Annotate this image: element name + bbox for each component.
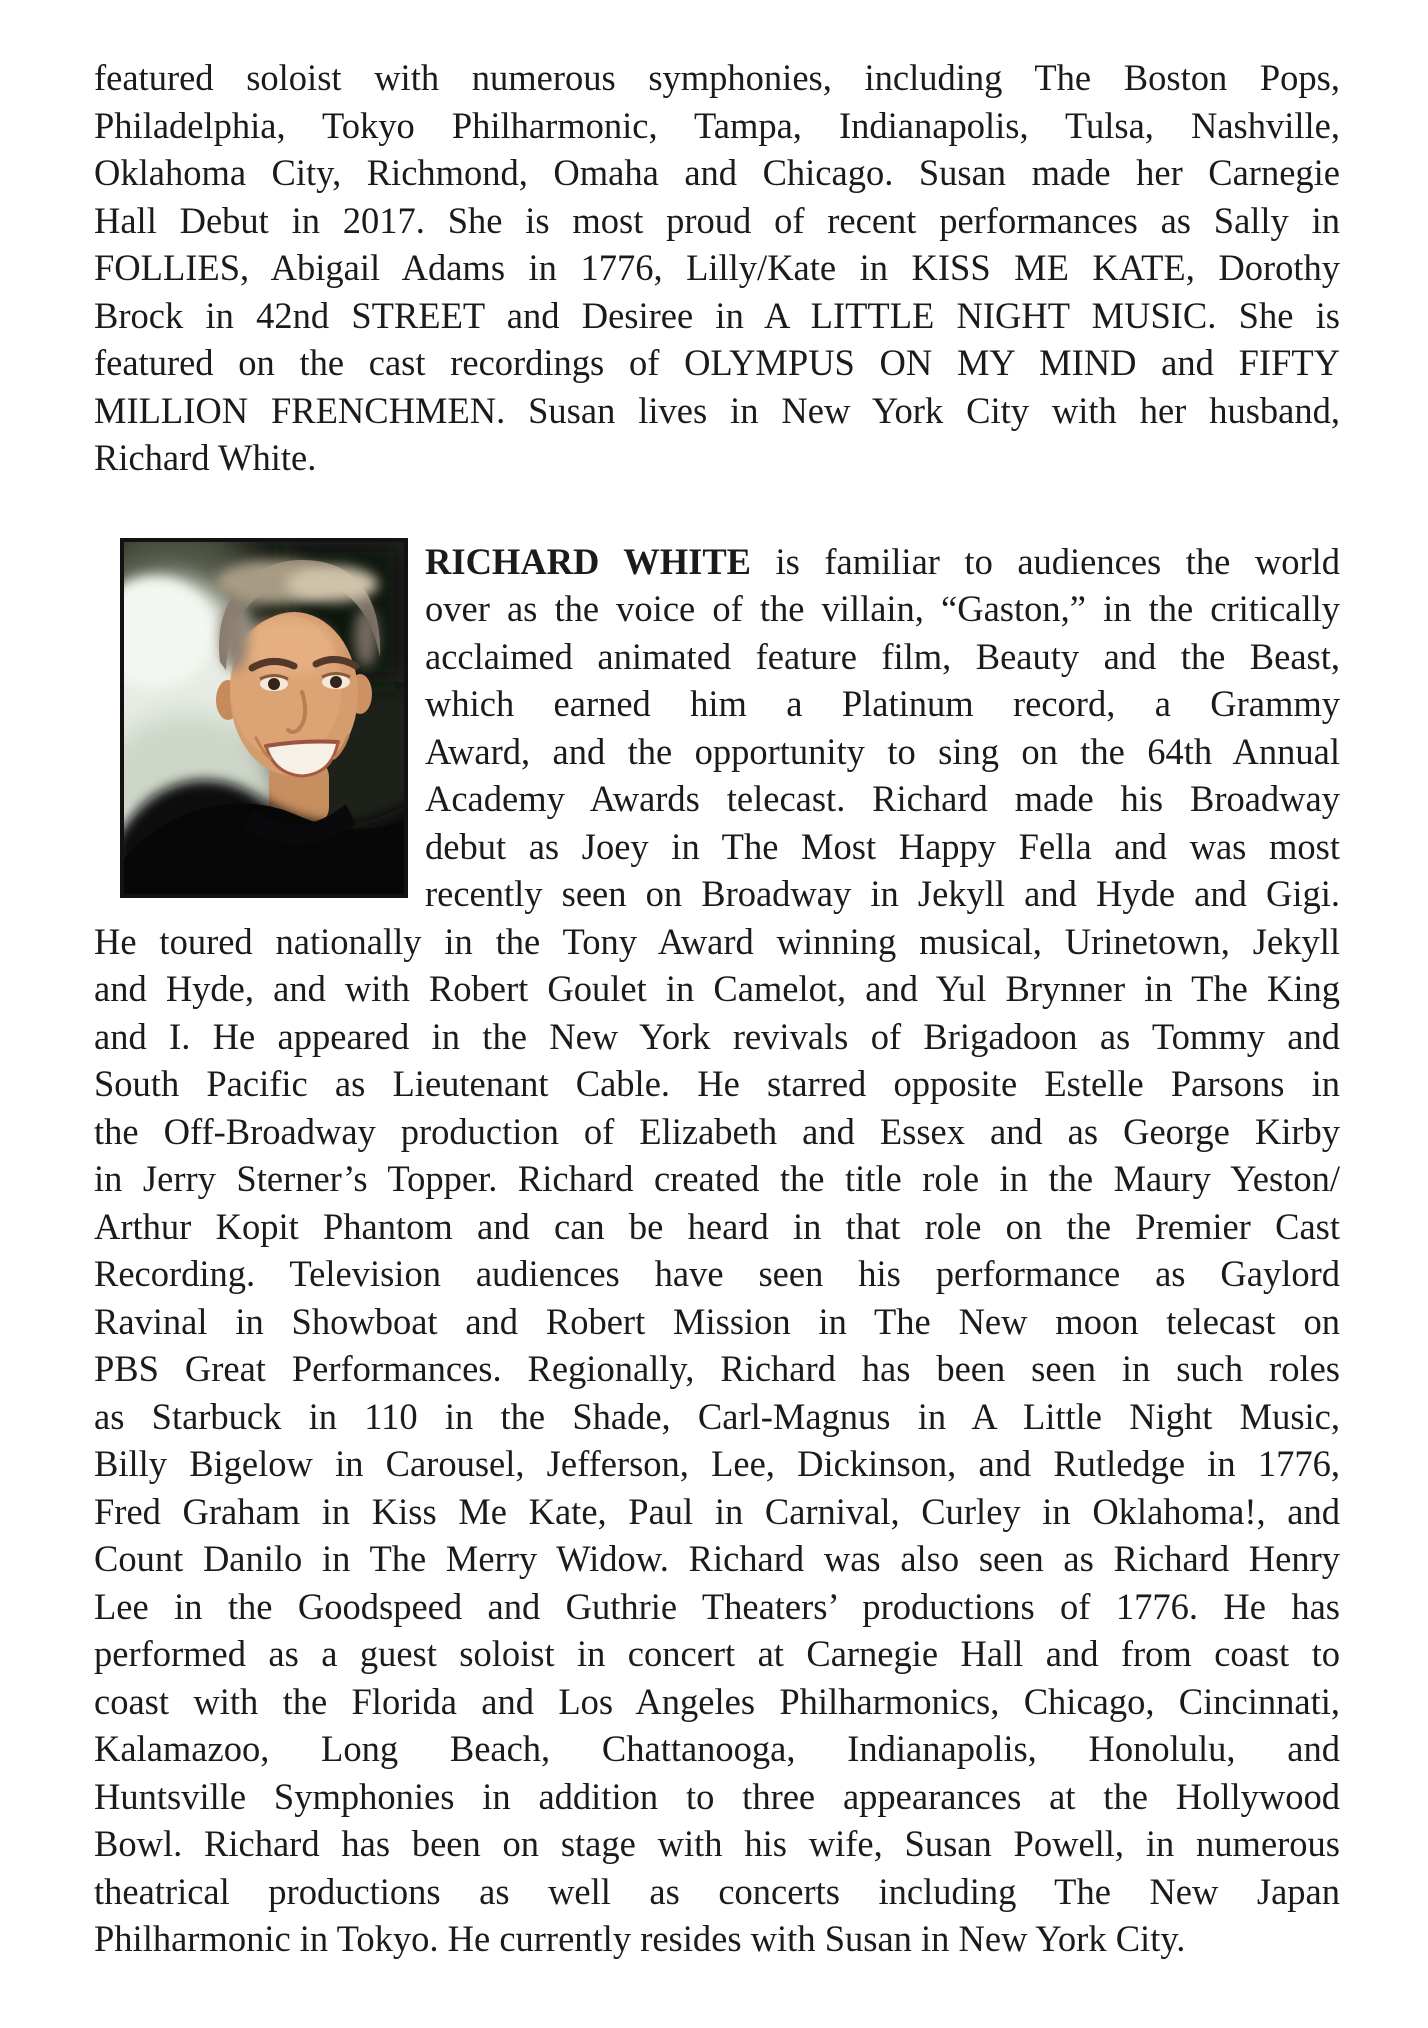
richard-bio-paragraph — [94, 538, 1340, 1963]
bio-line: Bowl. Richard has been on stage with his wife, Susan Powell, in numerous — [94, 1823, 1340, 1864]
richard-white-name: RICHARD WHITE — [425, 540, 752, 582]
bio-line: MILLION FRENCHMEN. Susan lives in New York City with her husband, — [94, 389, 1340, 431]
bio-line: featured on the cast recordings of OLYMPUS ON MY MIND and FIFTY — [94, 342, 1340, 383]
bio-line: Oklahoma City, Richmond, Omaha and Chicago. Susan made her Carnegie — [94, 152, 1340, 193]
bio-line: Billy Bigelow in Carousel, Jefferson, Lee, Dickinson, and Rutledge in 1776, — [94, 1443, 1340, 1484]
bio-line: PBS Great Performances. Regionally, Richard has been seen in such roles — [94, 1348, 1340, 1389]
bio-line: Lee in the Goodspeed and Guthrie Theaters’ productions of 1776. He has — [94, 1585, 1340, 1627]
bio-line: Hall Debut in 2017. She is most proud of recent performances as Sally in — [94, 199, 1340, 241]
bio-line: Richard White. — [94, 437, 317, 478]
bio-line: recently seen on Broadway in Jekyll and Hyde and Gigi. — [425, 873, 1340, 914]
susan-bio-paragraph — [94, 54, 1340, 482]
bio-line: over as the voice of the villain, “Gaston,” in the critically — [425, 588, 1340, 629]
bio-line: South Pacific as Lieutenant Cable. He starred opposite Estelle Parsons in — [94, 1063, 1340, 1104]
bio-line: as Starbuck in 110 in the Shade, Carl-Magnus in A Little Night Music, — [94, 1395, 1340, 1437]
richard-white-photo — [120, 538, 408, 898]
bio-text-column — [94, 54, 1340, 1963]
bio-line: Kalamazoo, Long Beach, Chattanooga, Indianapolis, Honolulu, and — [94, 1728, 1340, 1769]
bio-line: Recording. Television audiences have seen his performance as Gaylord — [94, 1253, 1340, 1294]
bio-line: in Jerry Sterner’s Topper. Richard created the title role in the Maury Yeston/ — [94, 1158, 1340, 1199]
bio-line: performed as a guest soloist in concert at Carnegie Hall and from coast to — [94, 1633, 1340, 1674]
bio-line: theatrical productions as well as concerts including The New Japan — [94, 1870, 1340, 1912]
bio-line-text: is familiar to audiences the world — [751, 540, 1340, 582]
bio-line: acclaimed animated feature film, Beauty and the Beast, — [425, 635, 1340, 677]
bio-line: Philharmonic in Tokyo. He currently resides with Susan in New York City. — [94, 1918, 1186, 1959]
bio-line: debut as Joey in The Most Happy Fella and was most — [425, 825, 1340, 867]
bio-line: Award, and the opportunity to sing on the 64th Annual — [425, 730, 1340, 772]
bio-line: Huntsville Symphonies in addition to three appearances at the Hollywood — [94, 1775, 1340, 1817]
bio-line: Brock in 42nd STREET and Desiree in A LITTLE NIGHT MUSIC. She is — [94, 294, 1340, 336]
bio-line: and I. He appeared in the New York revivals of Brigadoon as Tommy and — [94, 1015, 1340, 1057]
bio-line: FOLLIES, Abigail Adams in 1776, Lilly/Kate in KISS ME KATE, Dorothy — [94, 247, 1340, 288]
bio-line: Philadelphia, Tokyo Philharmonic, Tampa, Indianapolis, Tulsa, Nashville, — [94, 104, 1340, 146]
bio-line: He toured nationally in the Tony Award winning musical, Urinetown, Jekyll — [94, 920, 1340, 962]
bio-line: featured soloist with numerous symphonies, including The Boston Pops, — [94, 57, 1340, 98]
bio-line: Arthur Kopit Phantom and can be heard in that role on the Premier Cast — [94, 1205, 1340, 1247]
bio-line: which earned him a Platinum record, a Grammy — [425, 683, 1340, 724]
bio-line: the Off-Broadway production of Elizabeth and Essex and as George Kirby — [94, 1110, 1340, 1152]
bio-line: coast with the Florida and Los Angeles Philharmonics, Chicago, Cincinnati, — [94, 1680, 1340, 1722]
bio-line: and Hyde, and with Robert Goulet in Camelot, and Yul Brynner in The King — [94, 968, 1340, 1009]
bio-line: Ravinal in Showboat and Robert Mission in The New moon telecast on — [94, 1300, 1340, 1342]
bio-line: Count Danilo in The Merry Widow. Richard was also seen as Richard Henry — [94, 1538, 1340, 1579]
bio-line: Academy Awards telecast. Richard made his Broadway — [425, 778, 1340, 819]
bio-line: Fred Graham in Kiss Me Kate, Paul in Carnival, Curley in Oklahoma!, and — [94, 1490, 1340, 1532]
